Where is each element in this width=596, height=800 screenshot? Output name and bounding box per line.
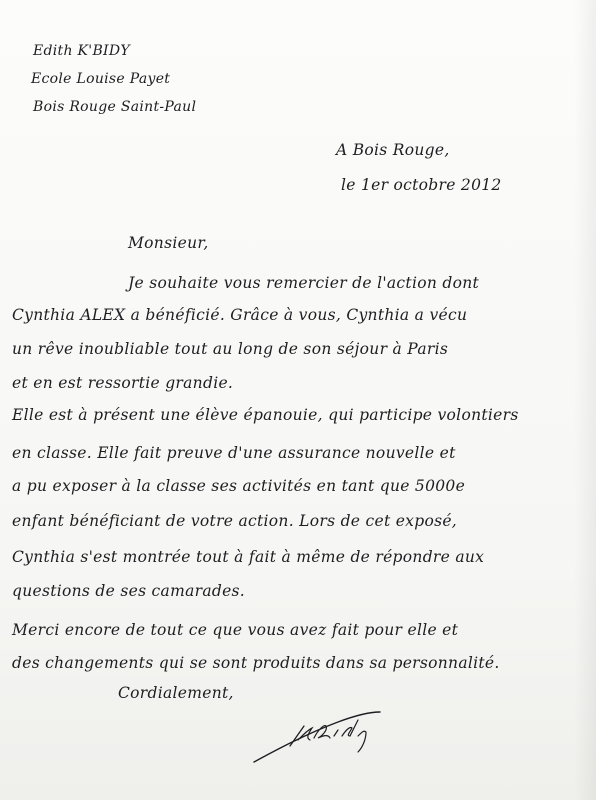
signature — [246, 700, 396, 770]
body-line: et en est ressortie grandie. — [12, 374, 234, 392]
body-line: un rêve inoubliable tout au long de son séjour à Paris — [12, 340, 449, 358]
body-line: Cynthia s'est montrée tout à fait à même de répondre aux — [12, 548, 485, 566]
body-line: Merci encore de tout ce que vous avez fait pour elle et — [12, 621, 459, 639]
body-line: enfant bénéficiant de votre action. Lors de cet exposé, — [12, 512, 458, 530]
salutation: Monsieur, — [128, 234, 209, 252]
body-line: questions de ses camarades. — [12, 582, 246, 600]
letter-place: A Bois Rouge, — [336, 141, 450, 159]
letter-date: le 1er octobre 2012 — [341, 176, 502, 194]
body-line: en classe. Elle fait preuve d'une assurance nouvelle et — [12, 444, 456, 462]
sender-school: Ecole Louise Payet — [31, 71, 171, 87]
sender-name: Edith K'BIDY — [33, 43, 130, 59]
closing: Cordialement, — [118, 684, 234, 702]
body-line: Elle est à présent une élève épanouie, qui participe volontiers — [12, 406, 519, 424]
sender-address: Bois Rouge Saint-Paul — [33, 99, 197, 115]
body-line: Je souhaite vous remercier de l'action dont — [128, 274, 480, 292]
body-line: Cynthia ALEX a bénéficié. Grâce à vous, Cynthia a vécu — [12, 306, 468, 324]
body-line: a pu exposer à la classe ses activités en tant que 5000e — [12, 477, 466, 495]
body-line: des changements qui se sont produits dans sa personnalité. — [12, 654, 500, 672]
